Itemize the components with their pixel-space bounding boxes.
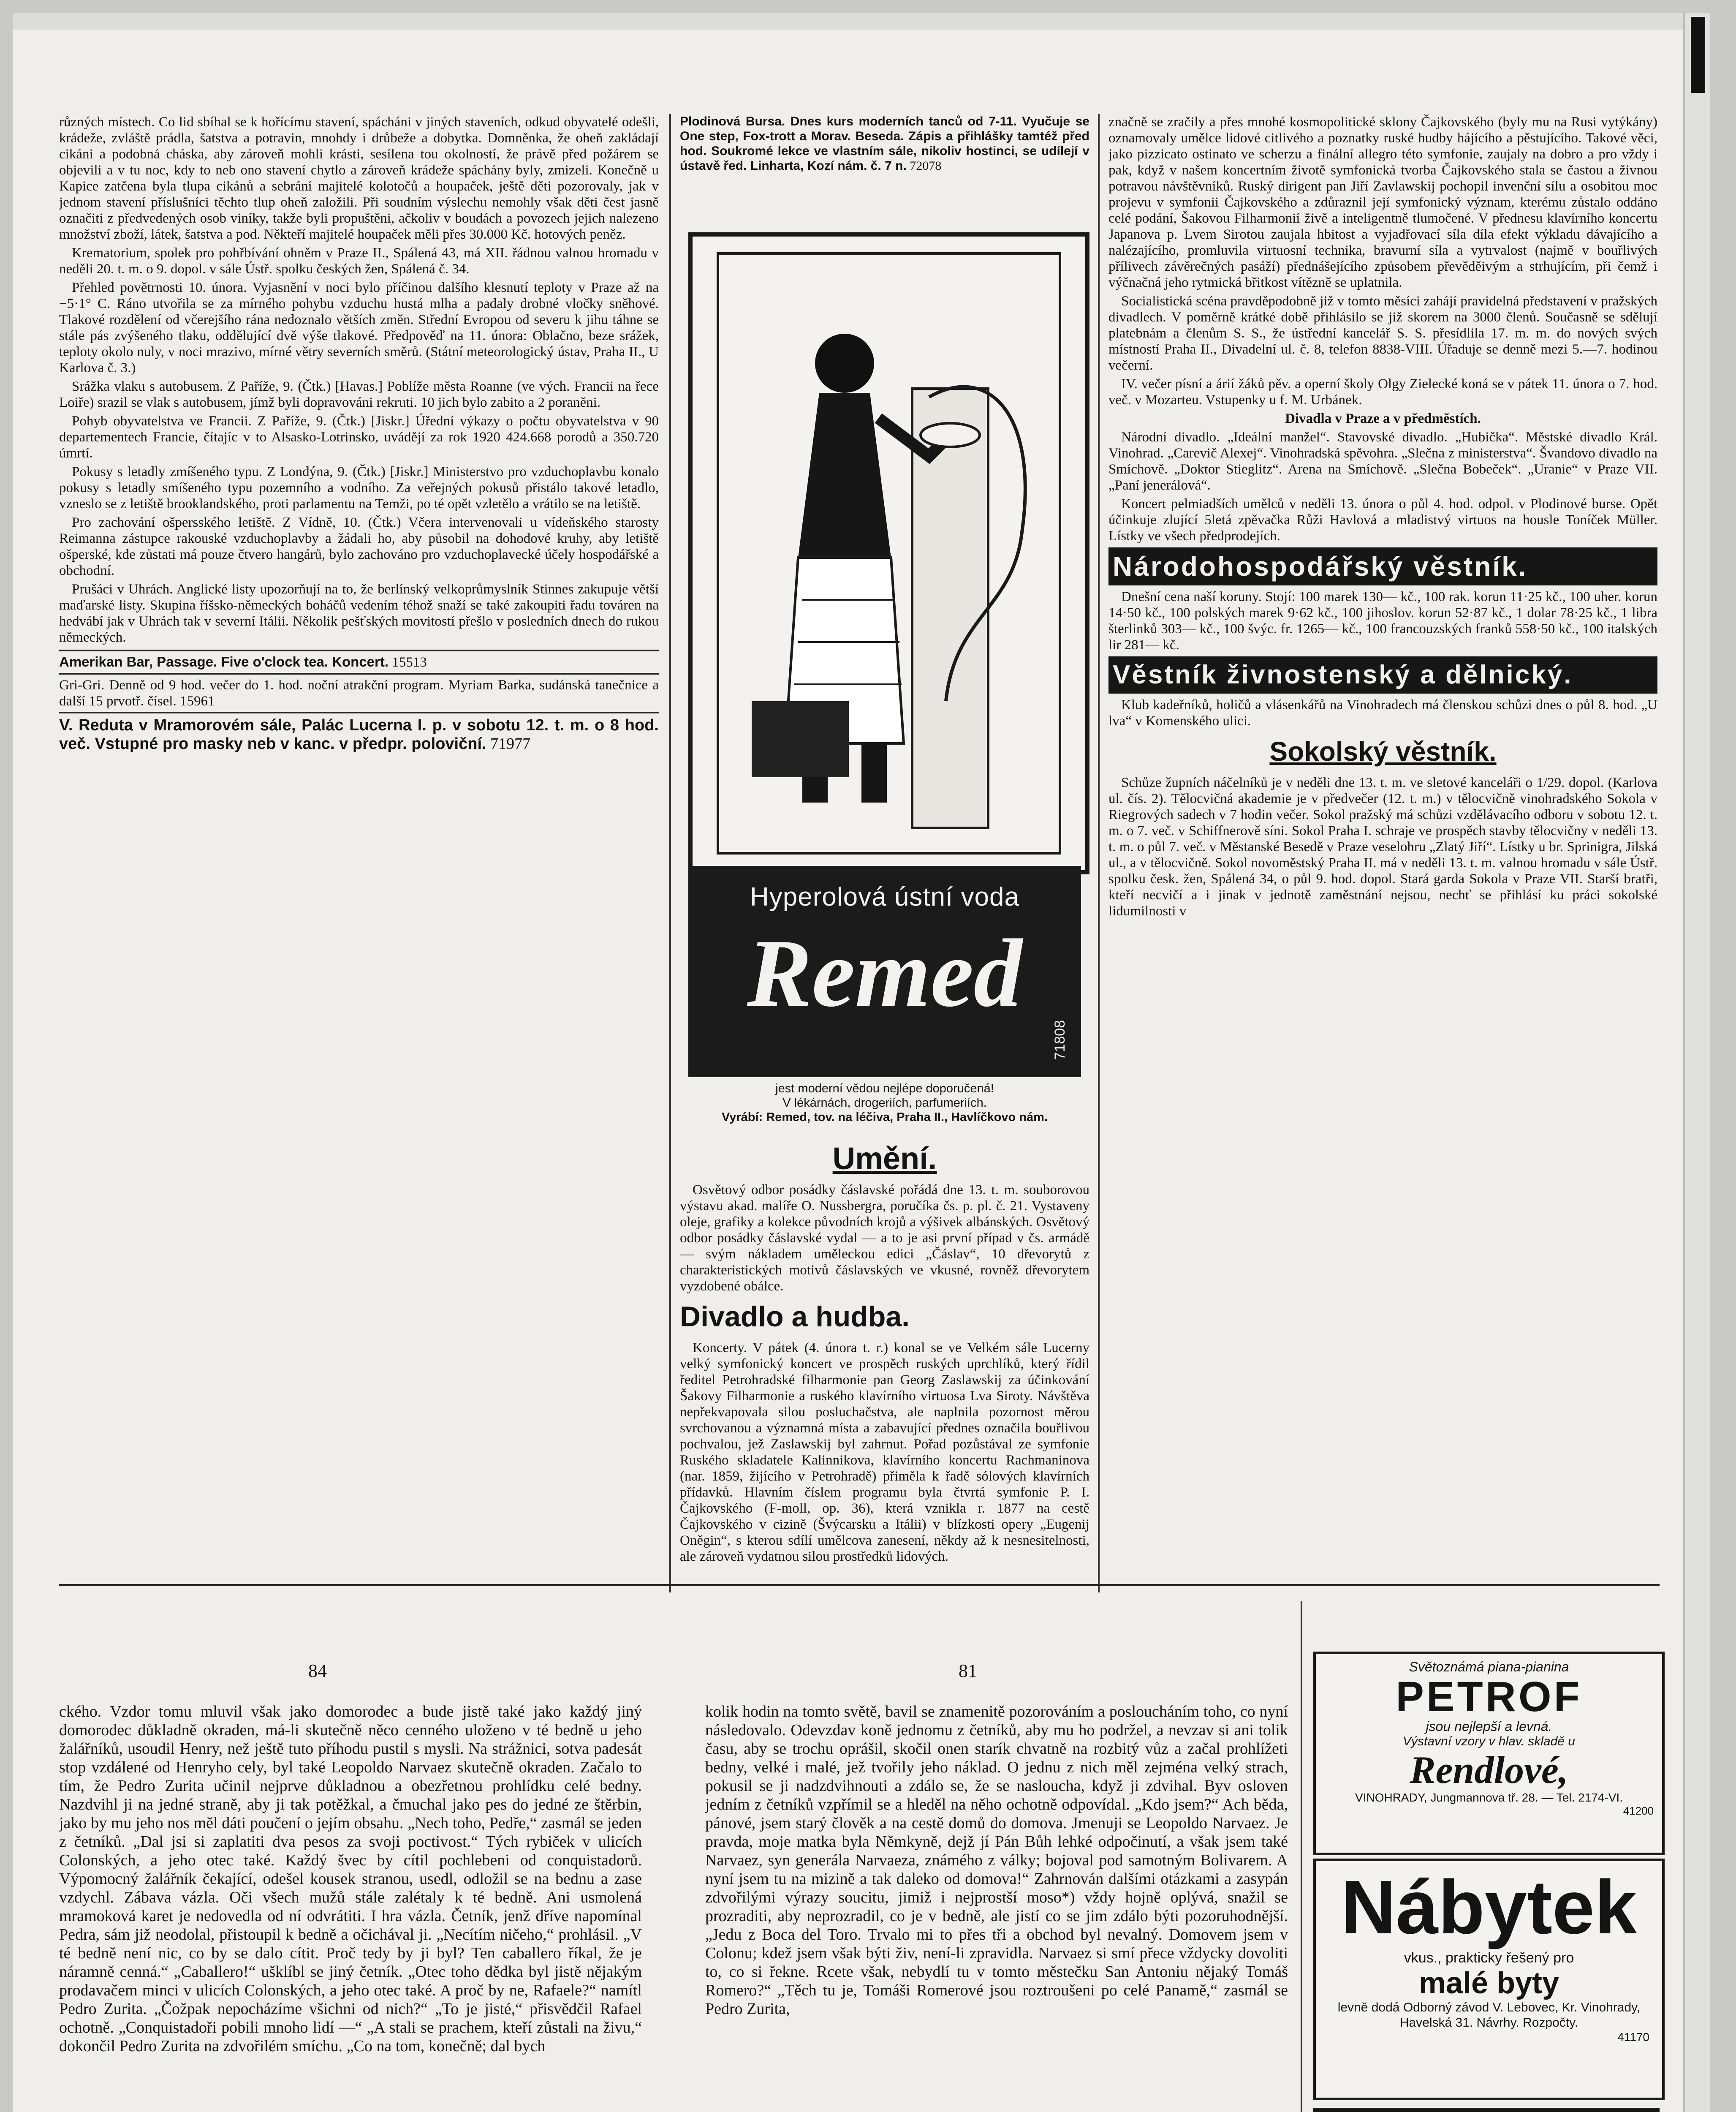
column-rule (1098, 114, 1100, 1592)
article-young-artists: Koncert pelmiadších umělců v neděli 13. února o půl 4. hod. odpol. v Plodinové burse. Opět účinkuje zlující 5letá zpěvačka Růži Havlová a mladistvý virtuos na housle Toníček Müller. Lístky ve všech předprodejích. (1108, 496, 1657, 544)
article-fires: různých místech. Co lid sbíhal se k hořícímu stavení, spácháni v jiných staveních, odkud obyvatelé odešli, krádeže, zvláště prádla, šatstva a potravin, mnohdy i drůbeže a dobytka. Domněnka, že oheň zakládají cikáni a podobná cháska, aby zároveň mohli krásti, sesílena tou okolností, že právě před požárem se objevili a v tu noc, kdy to neb ono stavení chytlo a zároveň krádeže spáchány byly, zmizeli. Konečně u Kapice zatčena byla tlupa cikánů a sebrání majitelé kolotočů a houpaček, ještě děti pozorovaly, jak v jednom stavení příslušníci těchto tlup oheň založili. Při soudním výslechu nemohly však děti čest jasně označiti z předvedených osob viníky, takže byli propuštěni, ačkoliv v boudách a povozech jejich nalezeno množství zboží, látek, šatstva a pod. Někteří majitelé houpaček měli přes 30.000 Kč. hotových peněz. (59, 114, 659, 242)
section-title-narodohospodarsky: Národohospodářský věstník. (1108, 547, 1657, 585)
serial-story-left: ckého. Vzdor tomu mluvil však jako domorodec a bude jistě také jako každý jiný domorodec důkladně okraden, má-li skutečně něco cenného uloženo v té bedně u jeho žalářníků, usoudil Henry, než ještě tuto příhodu pustil s mysli. Na strážnici, sotva padesát stop vzdálené od Henryho cely, byl také Leopoldo Narvaez skutečně okraden. Začalo to tím, že Pedro Zurita učinil nejprve důkladnou a obezřetnou prohlídku celé bedny. Nazdvihl ji na jedné straně, aby ji tak potěžkal, a čmuchal jako pes do jedné ze štěrbin, jako by mu jeho nos měl dáti poučení o jejím obsahu. „Nech toho, Pedře,“ zasmál se jeden z četníků. „Dal jsi si zaplatiti dva pesos za svoji poctivost.“ Tých rybiček v ulicích Colonských, a jeho otec také. Každý švec by cítil pochlebeni od conquistadorů. Výpomocný žalářník čekající, odešel kousek stranou, usedl, odložil se na bednu a zase vzdychl. Zábava vázla. Oči všech mužů stále zalétaly k té bedně. Ani usmolená mramoková karet je nedovedla od ní odvrátiti. I hra vázla. Četník, jenž dříve napomínal Pedra, sám již neodolal, přistoupil k bedně a očichával ji. „Necítím ničeho,“ prohlásil. „V té bedně není nic, co by se dalo cítit. Proč tedy by ji byl? Ten caballero říkal, že je náramně cenná.“ „Caballero!“ ušklíbl se jiný četník. „Otec toho dědka byl jistě nějakým prodavačem minci v ulicích Colonských, a jeho otec také. A proč by ne, Rafaele?“ namítl Pedro Zurita. „Čožpak nepocházíme všichni od nich?“ „To je jisté,“ přisvědčil Rafael ochotně. „Conquistadoři pobili mnoho lidí —“ „A stali se prachem, kteří zůstali na živu,“ dokončil Pedro Zurita na zdvořilém smíchu. „Co na tom, konečně; dal bych (59, 1703, 642, 2055)
remed-subtitle: Hyperolová ústní voda (750, 882, 1019, 912)
article-socialist-stage: Socialistická scéna pravděpodobně již v tomto měsíci zahájí pravidelná představení v pražských divadlech. V poměrně krátké době přihlásilo se již skorem na 3000 členů. Současně se sdělují platebnám a členům S. S., že ústřední kancelář S. S. přesídlila 17. m. m. do nových svých místností Praha II., Divadelní ul. č. 8, telefon 8838-VIII. Úřaduje se denně mezi 5.—7. hodinou večerní. (1108, 294, 1657, 373)
article-prussians-hungary: Prušáci v Uhrách. Anglické listy upozorňují na to, že berlínský velkoprůmyslník Stinnes zakupuje větší maďarské listy. Skupina říšsko-německých boháčů vedením téhož snaží se také zakoupiti řadu továren na hedvábí jak v Uhrách tak v severní Itálii. Několik pešťských movitostí přešlo v posledních dnech do rukou německých. (59, 582, 659, 645)
section-title-divadlo: Divadlo a hudba. (680, 1301, 910, 1333)
theatre-listings: Národní divadlo. „Ideální manžel“. Stavovské divadlo. „Hubička“. Městské divadlo Král. Vinohrad. „Carevič Alexej“. Vinohradská spěvohra. „Slečna z ministerstva“. Švandovo divadlo na Smíchově. „Doktor Stieglitz“. Arena na Smíchově. „Slečna Bobeček“. „Uranie“ v Praze VII. „Paní jenerálová“. (1108, 430, 1657, 493)
ad-petrof: Světoznámá piana-pianina PETROF jsou nejlepší a levná. Výstavní vzory v hlav. skladě u Rendlové, VINOHRADY, Jungmannova tř. 28. — Tel. 2174-VI. 41200 (1313, 1652, 1665, 1855)
article-train-crash: Srážka vlaku s autobusem. Z Paříže, 9. (Čtk.) [Havas.] Poblíže města Roanne (ve vých. Francii na řece Loiře) srazil se vlak s autobusem, jímž byli dopravováni rekruti. 10 jich bylo zabito a 2 poraněni. (59, 379, 659, 410)
section-title-sokolsky: Sokolský věstník. (1269, 736, 1497, 767)
article-weather: Přehled povětrnosti 10. února. Vyjasnění v noci bylo příčinou dalšího klesnutí teploty v Praze až na −5·1° C. Ráno utvořila se za mírného pohybu vzduchu hustá mlha a padaly drobné vločky sněhové. Tlakové rozdělení od včerejšího rána nedoznalo větších změn. Střední Evropou od severu k jihu táhne se stále pás zvýšeného tlaku, oddělující dvě výše tlakové. Předpověď na 11. února: Oblačno, beze srážek, teploty okolo nuly, v noci mrazivo, mírné větry severních směrů. (Státní meteorologický ústav, Praha II., U Karlova č. 3.) (59, 280, 659, 376)
article-krematorium: Krematorium, spolek pro pohřbívání ohněm v Praze II., Spálená 43, má XII. řádnou valnou hromadu v neděli 20. t. m. o 9. dopol. v sále Ústř. spolku českých žen, Spálená č. 34. (59, 245, 659, 277)
article-currency: Dnešní cena naší koruny. Stojí: 100 marek 130— kč., 100 rak. korun 11·25 kč., 100 uher. korun 14·50 kč., 100 polských marek 9·62 kč., 100 jihoslov. korun 52·87 kč., 1 dolar 78·25 kč., 1 libra šterlinků 303— kč., 100 švýc. fr. 1265— kč., 100 francouzských franků 558·50 kč., 100 italských lir 281— kč. (1108, 589, 1657, 653)
page-number-right: 81 (959, 1660, 977, 1681)
section-title-umeni: Umění. (832, 1141, 937, 1176)
remed-logo-word: Remed (747, 919, 1022, 1027)
section-title-zivnostensky: Věstník živnostenský a dělnický. (1108, 656, 1657, 694)
remed-footer: jest moderní vědou nejlépe doporučená! V lékárnách, drogeriích, parfumeriích. Vyrábí: Remed, tov. na léčiva, Praha II., Havlíčkovo nám. (721, 1082, 1048, 1124)
article-concert-cont: značně se zračily a přes mnohé kosmopolitické sklony Čajkovského (byly mu na Rusi vytýkány) oznamovaly umělce lidové citlivého a poznatky ruské hudby hájícího a pěstujícího. Takové věci, jako pizzicato ostinato ve scherzu a finální allegro této symfonie, zaujaly na dobro a pro vždy i pak, když v našem koncertním životě symfonická tvorba Čajkovského stala se častou a živnou potravou návštěvníků. Ruský dirigent pan Jiří Zavlawskij pochopil invenční sílu a osobitou moc projevu v symfonii Čajkovského a zdůraznil její symfonický význam, kterému zůstalo oddáno celé podání, Šakovou Filharmonií živě a inteligentně tlumočené. V přednesu klavírního koncertu Japanova p. Lvem Sirotou zaujala hbitost a vyjadřovací síla díla efekt výkladu dávajícího a nalézajícího, promluvila virtuosní technika, bravurní síla a vytrvalost (najmě v bouřlivých přílivech závěrečných pasáží) přednášejícího způsobem převěděivým a strhujícím, při čemž i výčnačná jeho rytmická břitkost vítězně se uplatnila. (1108, 114, 1657, 290)
article-concert: Koncerty. V pátek (4. února t. r.) konal se ve Velkém sále Lucerny velký symfonický koncert ve prospěch ruských uprchlíků, který řídil ředitel Petrohradské filharmonie pan Georg Zaslawskij za účinkování Šakovy Filharmonie a ruského klavírního virtuosa Lva Siroty. Návštěva nepřekvapovala silou posluchačstva, ale naplnila pozornost měrou svrchovanou a významná místa a zabavující přednes označila bouřlivou pochvalou, jež Zaslawskij byl zahrnut. Pořad pozůstával ze symfonie Ruského skladatele Kalinnikova, klavírního koncertu Rachmaninova (nar. 1859, žijícího v Petrohradě) přiměla k řadě sólových klavírních přídavků. Hlavním číslem programu byla čtvrtá symfonie P. I. Čajkovského (F-moll, op. 36), která vznikla r. 1877 na cestě Čajkovského v cizině (Švýcarsku a Itálii) v blízkosti opery „Eugenij Oněgin“, s kterou sdílí umělcova zanesení, někdy až k nesnesitelnosti, ale zároveň vydatnou silou prostředků lidových. (680, 1340, 1089, 1564)
column-culture-text (680, 1136, 1089, 1576)
divider (59, 712, 659, 713)
horizontal-rule (59, 1584, 1660, 1586)
page-number-left: 84 (308, 1660, 327, 1681)
ad-code: 71808 (1052, 1020, 1068, 1060)
woman-at-sink-illustration (693, 237, 1085, 870)
ad-nabytek: Nábytek vkus., prakticky řešený pro malé byty levně dodá Odborný závod V. Lebovec, Kr. Vinohrady, Havelská 31. Návrhy. Rozpočty. 41170 (1313, 1859, 1665, 2100)
ad-gri-gri: Gri-Gri. Denně od 9 hod. večer do 1. hod. noční atrakční program. Myriam Barka, sudánská tanečnice a další 15 prvotř. čísel. 15961 (59, 678, 659, 709)
binding-mark (1691, 17, 1705, 93)
article-song-evening: IV. večer písní a árií žáků pěv. a operní školy Olgy Zielecké koná se v pátek 11. února o 7. hod. več. v Mozarteu. Vstupenky u f. M. Urbánek. (1108, 376, 1657, 408)
classified-heading-sluzby (1313, 2108, 1660, 2112)
scan-edge (13, 13, 1710, 30)
article-aircraft-tests: Pokusy s letadly zmíšeného typu. Z Londýna, 9. (Čtk.) [Jiskr.] Ministerstvo pro vzduchoplavbu konalo pokusy s letadly smíšeného typu pozemního a vodního. Za veřejných pokusů přistálo takové letadlo, vzneslo se z letiště brooklandského, proti parlamentu na Temži, po té opět vzletělo a vrátilo se na letiště. (59, 464, 659, 512)
scan-edge-right (1683, 13, 1710, 2112)
newspaper-page (13, 13, 1710, 2112)
column-serial-left (59, 1702, 642, 2112)
article-airfield: Pro zachování ošpersského letiště. Z Vídně, 10. (Čtk.) Včera intervenovali u vídeňského starosty Reimanna zástupce rakouské vzduchoplavby a žádali ho, aby působil na dohodové kruhy, aby letiště ošperské, kde zůstati má pouze čtvero hangárů, bylo zachováno pro vzduchoplavecké účely hospodářské a obchodní. (59, 515, 659, 578)
ad-amerikan-bar: Amerikan Bar, Passage. Five o'clock tea. Koncert. 15513 (59, 654, 427, 670)
ad-reduta: V. Reduta v Mramorovém sále, Palác Lucerna I. p. v sobotu 12. t. m. o 8 hod. več. Vstupné pro masky neb v kanc. v předpr. poloviční. 71977 (59, 716, 659, 753)
divider (59, 650, 659, 651)
article-exhibition: Osvětový odbor posádky čáslavské pořádá dne 13. t. m. souborovou výstavu akad. malíře O. Nussbergra, poručíka čs. p. pl. č. 21. Vystaveny oleje, grafiky a kolekce původních krojů a výšivek albánských. Osvětový odbor posádky čáslavské vydal — a to je asi první případ v čs. armádě — svým nákladem uměleckou edici „Čáslav“, 10 dřevorytů z charakteristických motivů čáslavských ve vkusné, rovněž dřevorytem vyzdobené obálce. (680, 1182, 1089, 1294)
ad-dance-course: Plodinová Bursa. Dnes kurs moderních tanců od 7-11. Vyučuje se One step, Fox-trott a Morav. Beseda. Zápis a přihlášky tamtéž před hod. Soukromé lekce ve vlastním sále, nikoliv hostinci, se udílejí v ústavě řed. Linharta, Kozí nám. č. 7 n. 72078 (680, 114, 1089, 173)
remed-banner (688, 866, 1081, 1077)
article-barbers-club: Klub kadeřníků, holičů a vlásenkářů na Vinohradech má členskou schůzi dnes o půl 8. hod. „U lva“ v Komenského ulici. (1108, 697, 1657, 729)
remed-illustration (688, 232, 1089, 874)
column-serial-right (705, 1702, 1288, 2112)
column-culture (680, 114, 1089, 237)
column-news-right (1108, 114, 1657, 1576)
classifieds (1313, 2108, 1660, 2112)
column-rule (669, 114, 671, 1592)
article-sokol: Schůze župních náčelníků je v neděli dne 13. t. m. ve sletové kanceláři o 1/29. dopol. (Karlova ul. čís. 2). Tělocvičná akademie je v předvečer (12. t. m.) v tělocvičně vinohradského Sokola v Riegrových sadech v 7 hodin večer. Sokol pražský má schůzi vzdělávacího odboru v sobotu 12. t. m. o 7. več. v Schiffnerově síni. Sokol Praha I. schraje ve prospěch stavby tělocvičny v neděli 13. t. m. o půl 7. več. v Městanské Besedě v Praze veselohru „Zlatý Jiří“. Lístky u br. Sprinigra, Jilská ul., a v tělocvičně. Sokol novoměstský Praha II. má v neděli 13. t. m. valnou hromadu v sále Ústř. spolku česk. žen, Spálená 34, o půl 9. hod. dopol. Stará garda Sokola v Praze VII. Starší bratři, kteří necvičí a i jinak v jednotě zaměstnání nejsou, nechť se přihlásí ku práci sokolské lidumilnosti v (1108, 775, 1657, 919)
divider (59, 673, 659, 675)
serial-story-right: kolik hodin na tomto světě, bavil se znamenitě pozorováním a posloucháním toho, co nyní následovalo. Odevzdav koně jednomu z četníků, aby mu ho podržel, a nevzav si ani tolik času, aby se trochu oprášil, skočil onen starík chvatně na rozbitý vůz a začal prohlížeti bedny, velké i malé, jež tvořily jeho náklad. O jednu z nich měl zejména velký strach, pokusil se ji nadzdvihnouti a zdálo se, že se nasloucha, když ji zdvihal. Byv osloven jedním z četníků vzpřímil se a hleděl na něho ochotně odpovídal. „Kdo jsem?“ Ach běda, pánové, jsem starý člověk a na cestě domů do domova. Jmenuji se Leopoldo Narvaez. Je pravda, moje matka byla Němkyně, dejž jí Pán Bůh lehké odpočinutí, a však jsem také Narvaez, syn generála Narvaeza, známého z války; bojoval pod samotným Bolivarem. A nyní jsem tu na mizině a tak daleko od domova!“ Zahrnován dalšími otázkami a zasypán zdvořilými výrazy soucitu, jimiž i nejprostší moso*) vždy hojně oplývá, snažil se prozraditi, aby neprozradil, co je v bedně, ale jistí co se jim zdálo býti pozoruhodnější. „Jedu z Boca del Toro. Trvalo mi to přes tři a obchod byl nevalný. Domovem jsem v Colonu; kdež jsem však býti živ, není-li zpravidla. Narvaez si smí přece vždycky dovoliti to, co si řekne. Rcete však, nebydlí tu v tomto městečku San Antoniu nějaký Tomáš Romero?“ „Těch tu je, Tomáši Romerové jsou roztroušeni po celé Panamě,“ zasmál se Pedro Zurita, (705, 1703, 1288, 2018)
article-france-population: Pohyb obyvatelstva ve Francii. Z Paříže, 9. (Čtk.) [Jiskr.] Úřední výkazy o počtu obyvatelstva v 90 departementech Francie, čítajíc v to Alsasko-Lotrinsko, uvádějí za rok 1920 424.668 porodů a 350.720 úmrtí. (59, 414, 659, 461)
column-rule (1301, 1601, 1302, 2112)
theatres-heading: Divadla v Praze a v předměstích. (1285, 411, 1481, 426)
column-news-left (59, 114, 659, 1550)
